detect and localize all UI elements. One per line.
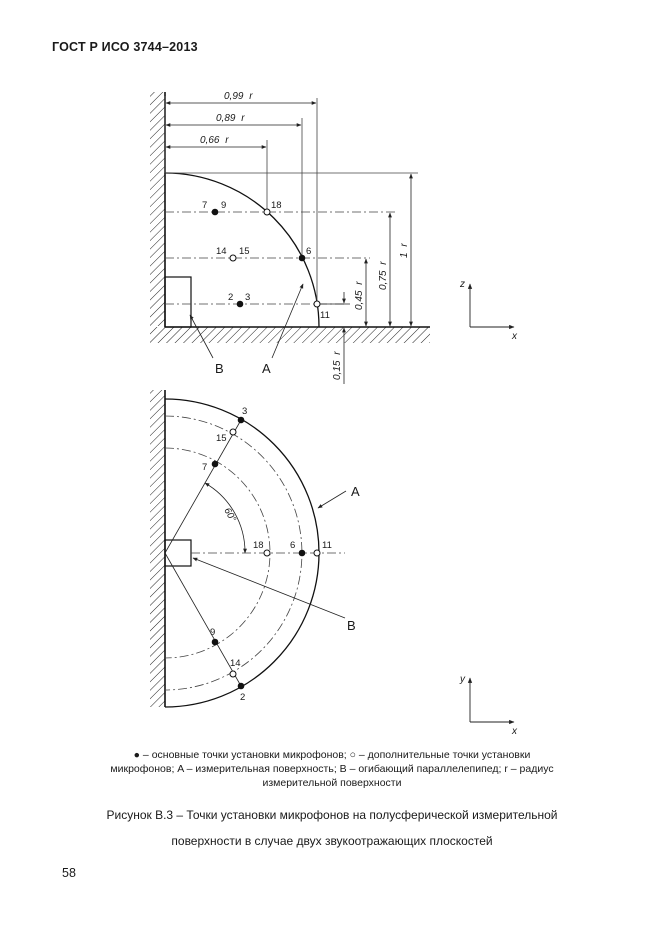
side-label-9: 9 (221, 200, 227, 211)
plan-axis-symbol (459, 674, 518, 737)
dim-045-label: 0,45 r (354, 281, 365, 310)
plan-label-14: 14 (230, 658, 241, 669)
side-label-6: 6 (306, 246, 312, 257)
svg-text:y: y (460, 674, 465, 685)
side-label-B: B (215, 361, 224, 376)
side-label-11: 11 (320, 310, 330, 321)
plan-label-A: A (351, 484, 360, 499)
page-number: 58 (62, 866, 76, 880)
plan-point-15 (230, 429, 236, 435)
plan-label-B: B (347, 618, 356, 633)
plan-point-18 (264, 550, 270, 556)
side-top-dimensions (166, 103, 316, 147)
plan-point-6 (299, 550, 306, 557)
plan-label-6: 6 (290, 540, 296, 551)
figure-caption (60, 802, 604, 854)
plan-label-7: 7 (202, 462, 208, 473)
svg-text:x: x (512, 331, 517, 342)
plan-label-15: 15 (216, 433, 227, 444)
side-label-2: 2 (228, 292, 234, 303)
plan-label-3: 3 (242, 406, 248, 417)
figure-legend (62, 748, 602, 790)
side-point-18 (264, 209, 270, 215)
plan-label-9: 9 (210, 627, 216, 638)
plan-point-3 (238, 417, 245, 424)
caption-line-2: поверхности в случае двух звукоотражающих плоскостей (171, 834, 493, 848)
legend-line-2: микрофонов; A – измерительная поверхность; B – огибающий параллелепипед; r – радиус (110, 763, 554, 775)
side-reference-box (165, 277, 191, 327)
side-label-18: 18 (271, 200, 282, 211)
plan-label-18: 18 (253, 540, 264, 551)
side-point-2-3 (237, 301, 244, 308)
plan-reference-box (165, 540, 191, 566)
legend-line-3: измерительной поверхности (262, 777, 402, 789)
plan-point-14 (230, 671, 236, 677)
plan-point-11 (314, 550, 320, 556)
plan-point-9 (212, 639, 219, 646)
side-point-7-9 (212, 209, 219, 216)
dim-015-label: 0,15 r (332, 351, 343, 380)
document-header: ГОСТ Р ИСО 3744–2013 (52, 40, 198, 54)
legend-line-1: ● – основные точки установки микрофонов; ○ – дополнительные точки установки (133, 749, 531, 761)
side-axis-symbol (459, 279, 518, 342)
side-label-A: A (262, 361, 271, 376)
side-point-11 (314, 301, 320, 307)
side-point-6 (299, 255, 306, 262)
dim-089-label: 0,89 r (216, 113, 245, 124)
plan-label-2: 2 (240, 692, 246, 703)
dim-075-label: 0,75 r (378, 261, 389, 290)
svg-text:x: x (512, 726, 517, 737)
plan-angle-label: 60° (221, 506, 239, 524)
side-label-7: 7 (202, 200, 208, 211)
plan-wall-hatch (150, 390, 165, 707)
plan-point-2 (238, 683, 245, 690)
side-label-15: 15 (239, 246, 250, 257)
dim-066-label: 0,66 r (200, 135, 229, 146)
side-extension-lines (165, 96, 317, 304)
side-label-14: 14 (216, 246, 227, 257)
side-view (150, 91, 518, 384)
svg-text:z: z (460, 279, 465, 290)
plan-view (150, 390, 518, 737)
side-floor-hatch (150, 327, 430, 343)
side-point-14-15 (230, 255, 236, 261)
dim-099-label: 0,99 r (224, 91, 253, 102)
dim-1-label: 1 r (399, 243, 410, 258)
side-wall-hatch (150, 92, 165, 327)
plan-label-11: 11 (322, 540, 332, 551)
side-label-3: 3 (245, 292, 251, 303)
caption-line-1: Рисунок B.3 – Точки установки микрофонов на полусферической измерительной (106, 808, 558, 822)
plan-point-7 (212, 461, 219, 468)
